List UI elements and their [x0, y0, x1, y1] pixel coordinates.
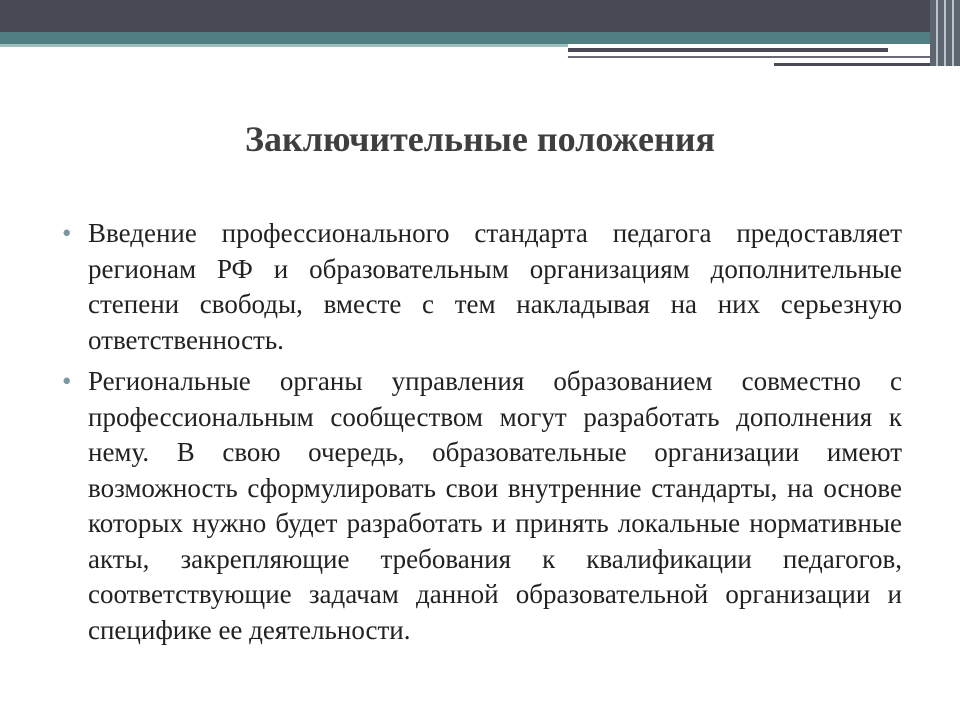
header-right-stripe [944, 0, 946, 66]
header-deco-line [774, 63, 940, 66]
header-deco-line [568, 56, 942, 58]
header-right-stripe [936, 0, 938, 66]
header-deco-line [568, 48, 888, 52]
header-right-stripe [952, 0, 954, 66]
bullet-text: Региональные органы управления образованием совместно с профессиональным сообществом могут разработать дополнения к нему. В свою очередь, образовательные организации имеют возможность сформулировать свои внутренние стандарты, на основе которых нужно будет разработать и принять локальные нормативные акты, закрепляющие требования к квалификации педагогов, соответствующие задачам данной образовательной организации и специфике ее деятельности. [88, 366, 902, 645]
bullet-text: Введение профессионального стандарта педагога предоставляет регионам РФ и образовательным организациям дополнительные степени свободы, вместе с тем накладывая на них серьезную ответственность. [88, 218, 902, 355]
bullet-dot-icon: • [62, 218, 72, 248]
header-teal-band [0, 32, 960, 44]
header-teal-light-line [0, 44, 568, 47]
bullet-list [62, 216, 902, 648]
list-item [62, 364, 902, 648]
slide-title: Заключительные положения [245, 119, 715, 159]
slide-content [62, 216, 902, 654]
header-dark-bar [0, 0, 960, 32]
bullet-dot-icon: • [62, 366, 72, 396]
list-item [62, 216, 902, 358]
